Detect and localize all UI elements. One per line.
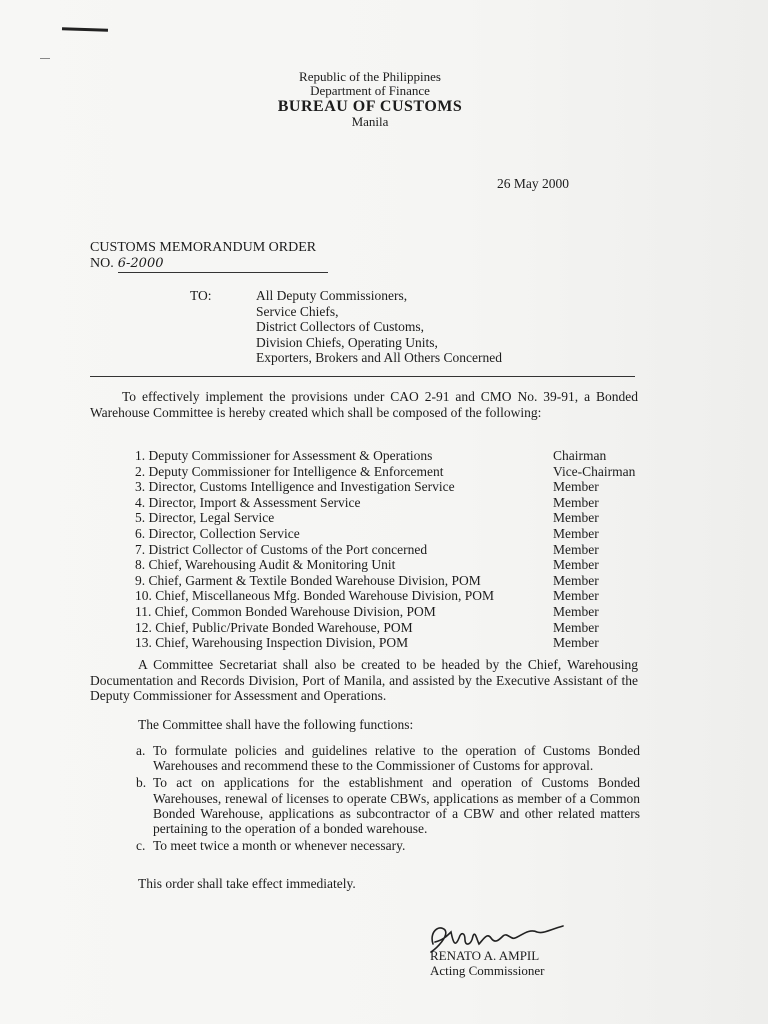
member-name: 5. Director, Legal Service: [135, 510, 275, 526]
member-role: Member: [553, 635, 599, 651]
member-role: Member: [553, 619, 599, 635]
member-row: [135, 557, 645, 573]
member-row: [135, 573, 645, 589]
memo-number-row: [90, 256, 328, 273]
secretariat-paragraph: A Committee Secretariat shall also be created to be headed by the Chief, Warehousing Documentation and Records Division, Port of Manila, and assisted by the Executive Assistant of the Deputy Commissioner for Assessment and Operations.: [90, 657, 638, 703]
functions-list: [136, 743, 640, 855]
recipient: District Collectors of Customs,: [256, 319, 424, 334]
committee-member-list: [135, 448, 645, 651]
memo-title: CUSTOMS MEMORANDUM ORDER: [90, 240, 317, 255]
recipient: Service Chiefs,: [256, 303, 339, 319]
function-item: [136, 838, 640, 853]
member-name: 6. Director, Collection Service: [135, 525, 300, 541]
member-row: [135, 620, 645, 636]
document-date: 26 May 2000: [497, 176, 569, 191]
member-name: 3. Director, Customs Intelligence and Investigation Service: [135, 479, 455, 495]
member-name: 2. Deputy Commissioner for Intelligence & Enforcement: [135, 463, 444, 479]
member-role: Member: [553, 541, 599, 557]
function-item: [136, 775, 640, 836]
effectivity-statement: This order shall take effect immediately.: [138, 876, 356, 891]
function-label: b.: [136, 775, 147, 791]
member-name: 1. Deputy Commissioner for Assessment & Operations: [135, 448, 433, 463]
member-row: [135, 479, 645, 495]
member-row: [135, 635, 645, 651]
scan-artifact: [40, 58, 50, 59]
function-text: To meet twice a month or whenever necessary.: [153, 838, 406, 854]
member-row: [135, 510, 645, 526]
to-label: TO:: [190, 288, 212, 303]
memo-heading: [90, 240, 328, 273]
signatory-name: RENATO A. AMPIL: [430, 948, 540, 963]
member-name: 4. Director, Import & Assessment Service: [135, 494, 361, 510]
function-text: To formulate policies and guidelines relative to the operation of Customs Bonded Warehouses and recommend these to the Commissioner of Customs for approval.: [153, 743, 640, 774]
signatory-block: [430, 948, 544, 978]
recipient: Division Chiefs, Operating Units,: [256, 334, 438, 350]
member-name: 7. District Collector of Customs of the Port concerned: [135, 541, 428, 557]
intro-paragraph: To effectively implement the provisions under CAO 2-91 and CMO No. 39-91, a Bonded Warehouse Committee is hereby created which shall be composed of the following:: [90, 389, 638, 420]
memo-number-value: 6-2000: [118, 256, 328, 273]
letterhead-bureau: BUREAU OF CUSTOMS: [277, 98, 463, 115]
member-name: 9. Chief, Garment & Textile Bonded Warehouse Division, POM: [135, 572, 481, 588]
letterhead-city: Manila: [351, 114, 389, 129]
member-name: 12. Chief, Public/Private Bonded Warehouse, POM: [135, 619, 413, 635]
member-row: [135, 588, 645, 604]
member-role: Member: [553, 510, 599, 526]
member-role: Member: [553, 557, 599, 573]
memo-number-label: NO.: [90, 256, 114, 271]
member-name: 11. Chief, Common Bonded Warehouse Division, POM: [135, 603, 436, 619]
member-row: [135, 464, 645, 480]
member-name: 8. Chief, Warehousing Audit & Monitoring Unit: [135, 557, 396, 573]
letterhead-department: Department of Finance: [310, 83, 430, 98]
function-text: To act on applications for the establishment and operation of Customs Bonded Warehouses, renewal of licenses to operate CBWs, applications as member of a Common Bonded Warehouse, applications as subcontractor of a CBW and other related matters pertaining to the operation of a bonded warehouse.: [153, 775, 640, 837]
member-role: Member: [553, 603, 599, 619]
member-role: Member: [553, 588, 599, 604]
member-role: Vice-Chairman: [553, 463, 636, 479]
function-label: c.: [136, 838, 146, 854]
member-row: [135, 604, 645, 620]
member-name: 10. Chief, Miscellaneous Mfg. Bonded Warehouse Division, POM: [135, 588, 495, 604]
member-role: Member: [553, 572, 599, 588]
recipient-list: [256, 288, 502, 366]
member-row: [135, 542, 645, 558]
letterhead: [250, 70, 490, 129]
member-row: [135, 448, 645, 464]
signatory-title: Acting Commissioner: [430, 963, 545, 978]
member-role: Chairman: [553, 448, 607, 463]
member-row: [135, 526, 645, 542]
function-label: a.: [136, 743, 146, 758]
letterhead-country: Republic of the Philippines: [299, 69, 441, 84]
scan-artifact: [62, 27, 108, 32]
divider-rule: [90, 376, 635, 377]
recipient: Exporters, Brokers and All Others Concerned: [256, 350, 502, 365]
recipient: All Deputy Commissioners,: [256, 288, 408, 303]
function-item: [136, 743, 640, 773]
member-role: Member: [553, 494, 599, 510]
member-role: Member: [553, 479, 599, 495]
member-row: [135, 495, 645, 511]
member-name: 13. Chief, Warehousing Inspection Division, POM: [135, 635, 409, 651]
member-role: Member: [553, 525, 599, 541]
functions-intro: The Committee shall have the following functions:: [138, 717, 414, 732]
